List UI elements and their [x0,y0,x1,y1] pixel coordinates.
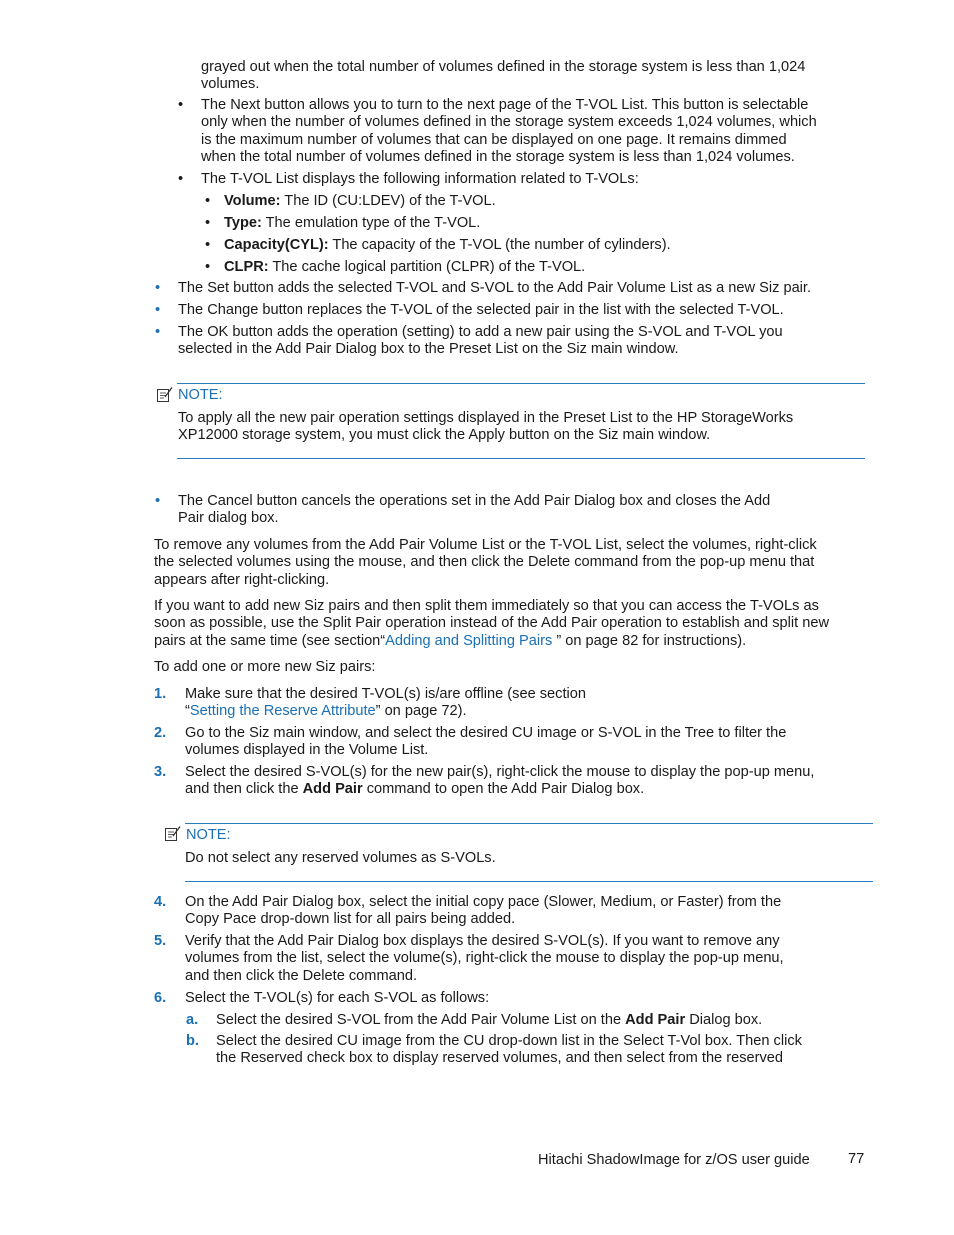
outer-bullet-dot: • [155,493,161,509]
paragraph-to-add: To add one or more new Siz pairs: [154,659,376,675]
outer-bullet-dot: • [155,324,161,340]
step-1: Make sure that the desired T-VOL(s) is/are offline (see section “Setting the Reserve Attribute” on page 72). [185,686,586,720]
outer-bullet-ok-button: The OK button adds the operation (setting) to add a new pair using the S-VOL and T-VOL you selected in the Add Pair Dialog box to the Preset List on the Siz main window. [178,324,783,358]
sub-bullet-type: Type: The emulation type of the T-VOL. [224,215,481,231]
outer-bullet-change-button: The Change button replaces the T-VOL of the selected pair in the list with the selected T-VOL. [178,302,784,318]
step-number: 3. [154,764,167,780]
substep-letter: a. [186,1012,199,1028]
step-4: On the Add Pair Dialog box, select the initial copy pace (Slower, Medium, or Faster) from the Copy Pace drop-down list for all pairs being added. [185,894,782,928]
page-number: 77 [848,1151,865,1167]
paragraph-split-pairs: If you want to add new Siz pairs and then split them immediately so that you can access the T-VOLs as soon as possible, use the Split Pair operation instead of the Add Pair operation to establish and split new pairs at the same time (see section“Adding and Splitting Pairs ” on page 82 for instructions). [154,598,829,649]
footer-title: Hitachi ShadowImage for z/OS user guide [538,1152,810,1168]
inner-bullet-dot: • [178,97,184,113]
step-2: Go to the Siz main window, and select the desired CU image or S-VOL in the Tree to filter the volumes displayed in the Volume List. [185,725,787,759]
note-body: To apply all the new pair operation settings displayed in the Preset List to the HP StorageWorks XP12000 storage system, you must click the Apply button on the Siz main window. [178,410,794,444]
step-6: Select the T-VOL(s) for each S-VOL as follows: [185,990,490,1006]
sub-bullet-dot: • [205,237,211,253]
step-5: Verify that the Add Pair Dialog box displays the desired S-VOL(s). If you want to remove any volumes from the list, select the volume(s), right-click the mouse to display the pop-up menu, and then click the Delete command. [185,933,784,984]
continuation-text: grayed out when the total number of volumes defined in the storage system is less than 1,024 volumes. [201,59,806,93]
outer-bullet-set-button: The Set button adds the selected T-VOL and S-VOL to the Add Pair Volume List as a new Siz pair. [178,280,812,296]
link-adding-splitting-pairs[interactable]: Adding and Splitting Pairs [385,632,553,649]
inner-bullet-dot: • [178,171,184,187]
outer-bullet-cancel-button: The Cancel button cancels the operations set in the Add Pair Dialog box and closes the Add Pair dialog box. [178,493,771,527]
substep-a: Select the desired S-VOL from the Add Pair Volume List on the Add Pair Dialog box. [216,1012,763,1028]
step-3: Select the desired S-VOL(s) for the new pair(s), right-click the mouse to display the pop-up menu, and then click the Add Pair command to open the Add Pair Dialog box. [185,764,815,798]
note-top-rule [177,383,865,384]
substep-letter: b. [186,1033,199,1049]
note-title: NOTE: [186,827,231,843]
note-icon [164,825,181,842]
step-number: 5. [154,933,167,949]
step-number: 4. [154,894,167,910]
sub-bullet-dot: • [205,193,211,209]
substep-b: Select the desired CU image from the CU drop-down list in the Select T-Vol box. Then click the Reserved check box to display reserved volumes, and then select from the reserved [216,1033,802,1067]
sub-bullet-dot: • [205,215,211,231]
step-number: 6. [154,990,167,1006]
note-icon [156,386,173,403]
step-number: 1. [154,686,167,702]
note-bottom-rule [185,881,873,882]
link-setting-reserve-attribute[interactable]: Setting the Reserve Attribute [189,703,376,720]
step-number: 2. [154,725,167,741]
inner-bullet-next-button: The Next button allows you to turn to the next page of the T-VOL List. This button is selectable only when the number of volumes defined in the storage system exceeds 1,024 volumes, which is the maximum number of volumes that can be displayed on one page. It remains dimmed when the total number of volumes defined in the storage system is less than 1,024 volumes. [201,97,817,166]
outer-bullet-dot: • [155,280,161,296]
inner-bullet-tvol-list: The T-VOL List displays the following information related to T-VOLs: [201,171,639,187]
sub-bullet-clpr: CLPR: The cache logical partition (CLPR) of the T-VOL. [224,259,586,275]
note-title: NOTE: [178,387,223,403]
sub-bullet-dot: • [205,259,211,275]
note-body: Do not select any reserved volumes as S-VOLs. [185,850,496,866]
note-top-rule [185,823,873,824]
sub-bullet-volume: Volume: The ID (CU:LDEV) of the T-VOL. [224,193,496,209]
outer-bullet-dot: • [155,302,161,318]
paragraph-remove-volumes: To remove any volumes from the Add Pair Volume List or the T-VOL List, select the volumes, right-click the selected volumes using the mouse, and then click the Delete command from the pop-up menu that appears after right-clicking. [154,537,817,588]
note-bottom-rule [177,458,865,459]
sub-bullet-capacity: Capacity(CYL): The capacity of the T-VOL (the number of cylinders). [224,237,671,253]
